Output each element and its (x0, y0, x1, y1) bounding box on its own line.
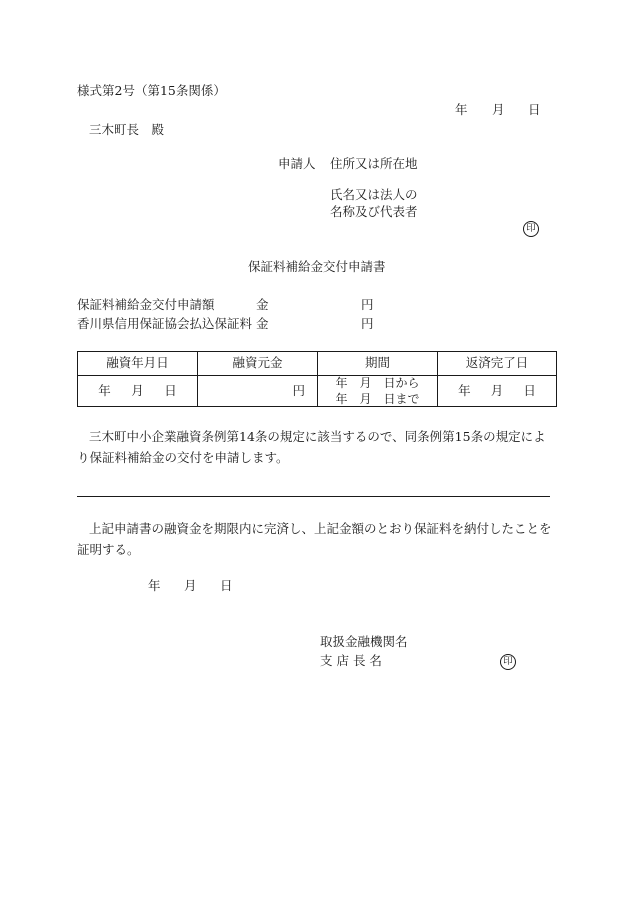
applicant-seal-icon: 印 (523, 221, 539, 237)
period-from: 年 月 日から (335, 376, 420, 390)
amount-prefix: 金 (256, 316, 269, 331)
certification-date-year: 年 (148, 578, 161, 593)
document-title: 保証料補給金交付申請書 (248, 259, 386, 274)
header-date-year: 年 (455, 102, 468, 117)
loan-table (77, 351, 557, 407)
completion-date-day: 日 (523, 382, 536, 398)
divider (77, 496, 550, 497)
loan-date-day: 日 (164, 382, 177, 398)
header-period: 期間 (318, 352, 438, 376)
loan-date-year: 年 (98, 382, 111, 398)
amount-prefix: 金 (256, 297, 269, 312)
completion-date-year: 年 (458, 382, 471, 398)
branch-manager-label: 支 店 長 名 (320, 653, 382, 668)
cell-loan-date (78, 376, 198, 407)
loan-date-month: 月 (131, 382, 144, 398)
certification-date-month: 月 (184, 578, 197, 593)
institution-seal-icon: 印 (500, 654, 516, 670)
period-to: 年 月 日まで (335, 392, 420, 406)
header-loan-date: 融資年月日 (78, 352, 198, 376)
certification-text: 上記申請書の融資金を期限内に完済し、上記金額のとおり保証料を納付したことを証明する。 (77, 521, 552, 557)
amount-label: 香川県信用保証協会払込保証料 (77, 316, 253, 331)
cell-principal (198, 376, 318, 407)
loan-table-header-row (78, 352, 557, 376)
application-text: 三木町中小企業融資条例第14条の規定に該当するので、同条例第15条の規定により保証料補給金の交付を申請します。 (77, 429, 546, 465)
institution-name-label: 取扱金融機関名 (320, 634, 408, 649)
amount-unit: 円 (361, 316, 374, 331)
amount-unit: 円 (361, 297, 374, 312)
completion-date-month: 月 (490, 382, 504, 398)
header-date-month: 月 (492, 102, 505, 117)
table-row (78, 376, 557, 407)
header-completion-date: 返済完了日 (438, 352, 557, 376)
certification-date-day: 日 (220, 578, 233, 593)
addressee: 三木町長 殿 (89, 122, 165, 137)
header-principal: 融資元金 (198, 352, 318, 376)
cell-completion-date (438, 376, 557, 407)
header-date-day: 日 (528, 102, 541, 117)
applicant-name-label-line2: 名称及び代表者 (330, 204, 418, 219)
form-number: 様式第2号（第15条関係） (77, 83, 226, 98)
applicant-name-label-line1: 氏名又は法人の (330, 187, 418, 202)
applicant-label: 申請人 (278, 156, 316, 171)
amount-label: 保証料補給金交付申請額 (77, 297, 215, 312)
principal-unit: 円 (292, 382, 305, 398)
applicant-address-label: 住所又は所在地 (330, 156, 418, 171)
cell-period (318, 376, 438, 407)
